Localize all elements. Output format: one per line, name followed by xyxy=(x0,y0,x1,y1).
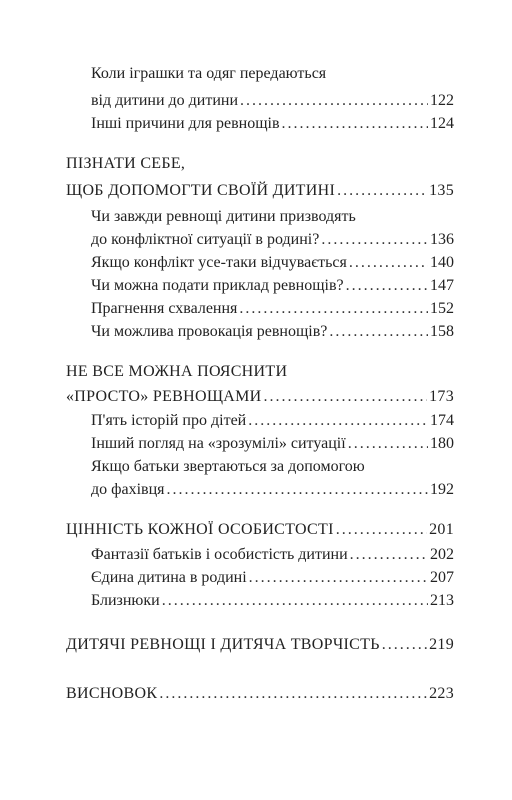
toc-entry xyxy=(91,206,356,228)
toc-page-number: 147 xyxy=(430,277,454,294)
toc-entry xyxy=(91,252,454,274)
toc-section-title xyxy=(66,683,454,705)
dot-leader xyxy=(239,298,428,320)
toc-page-number: 223 xyxy=(429,685,454,702)
toc-section-title xyxy=(66,519,454,541)
toc-entry xyxy=(91,410,454,432)
toc-page-number: 152 xyxy=(430,300,454,317)
toc-entry-text: Якщо батьки звертаються за допомогою xyxy=(91,458,365,475)
toc-section-title xyxy=(66,180,454,202)
toc-entry xyxy=(91,229,454,251)
toc-entry-text: Коли іграшки та одяг передаються xyxy=(91,65,327,82)
toc-page-number: 219 xyxy=(429,636,454,653)
dot-leader xyxy=(282,113,428,135)
toc-entry xyxy=(91,590,454,612)
toc-page-number: 136 xyxy=(430,231,454,248)
toc-page-number: 135 xyxy=(429,182,454,199)
toc-page-number: 174 xyxy=(430,412,454,429)
toc-entry-text: П'ять історій про дітей xyxy=(91,412,247,429)
toc-entry-text: від дитини до дитини xyxy=(91,92,239,109)
toc-page-number: 173 xyxy=(429,388,454,405)
toc-entry xyxy=(91,544,454,566)
toc-entry-text: до конфліктної ситуації в родині? xyxy=(91,231,320,248)
toc-entry-text: Близнюки xyxy=(91,592,160,609)
dot-leader xyxy=(162,590,428,612)
toc-entry-text: Прагнення схвалення xyxy=(91,300,238,317)
toc-page-number: 158 xyxy=(430,323,454,340)
toc-section-text: ВИСНОВОК xyxy=(66,685,158,702)
toc-entry xyxy=(91,90,454,112)
toc-section-text: ЩОБ ДОПОМОГТИ СВОЇЙ ДИТИНІ xyxy=(66,182,336,199)
dot-leader xyxy=(264,386,428,408)
toc-section-title xyxy=(66,361,287,383)
toc-section-title xyxy=(66,153,185,175)
toc-page-number: 124 xyxy=(430,115,454,132)
toc-page-number: 201 xyxy=(429,521,454,538)
toc-section-title xyxy=(66,386,454,408)
toc-entry-text: Фантазії батьків і особистість дитини xyxy=(91,546,348,563)
toc-entry xyxy=(91,433,454,455)
toc-entry-text: Єдина дитина в родині xyxy=(91,569,247,586)
toc-entry-text: Чи можна подати приклад ревнощів? xyxy=(91,277,344,294)
toc-section-text: ДИТЯЧІ РЕВНОЩІ І ДИТЯЧА ТВОРЧІСТЬ xyxy=(66,636,380,653)
dot-leader xyxy=(382,634,427,656)
toc-entry xyxy=(91,321,454,343)
dot-leader xyxy=(248,410,428,432)
dot-leader xyxy=(349,252,428,274)
toc-entry xyxy=(91,63,326,85)
toc-entry-text: Інші причини для ревнощів xyxy=(91,115,280,132)
dot-leader xyxy=(337,180,427,202)
toc-page-number: 213 xyxy=(430,592,454,609)
toc-section-text: «ПРОСТО» РЕВНОЩАМИ xyxy=(66,388,262,405)
toc-entry xyxy=(91,456,365,478)
toc-entry-text: Чи завжди ревнощі дитини призводять xyxy=(91,208,356,225)
toc-section-text: НЕ ВСЕ МОЖНА ПОЯСНИТИ xyxy=(66,363,288,380)
toc-section-text: ПІЗНАТИ СЕБЕ, xyxy=(66,155,186,172)
toc-section-title xyxy=(66,634,454,656)
toc-entry xyxy=(91,113,454,135)
toc-page-number: 207 xyxy=(430,569,454,586)
dot-leader xyxy=(321,229,428,251)
dot-leader xyxy=(159,683,427,705)
toc-entry-text: Інший погляд на «зрозумілі» ситуації xyxy=(91,435,346,452)
dot-leader xyxy=(350,544,428,566)
toc-page-number: 180 xyxy=(430,435,454,452)
dot-leader xyxy=(348,433,428,455)
toc-entry xyxy=(91,298,454,320)
dot-leader xyxy=(240,90,428,112)
dot-leader xyxy=(167,479,428,501)
dot-leader xyxy=(249,567,428,589)
toc-page-number: 202 xyxy=(430,546,454,563)
toc-page-number: 140 xyxy=(430,254,454,271)
dot-leader xyxy=(329,321,428,343)
toc-page-number: 192 xyxy=(430,481,454,498)
toc-entry-text: Чи можлива провокація ревнощів? xyxy=(91,323,328,340)
toc-page-number: 122 xyxy=(430,92,454,109)
dot-leader xyxy=(346,275,428,297)
toc-entry-text: Якщо конфлікт усе-таки відчувається xyxy=(91,254,347,271)
dot-leader xyxy=(336,519,427,541)
toc-entry-text: до фахівця xyxy=(91,481,165,498)
toc-entry xyxy=(91,275,454,297)
toc-entry xyxy=(91,567,454,589)
toc-entry xyxy=(91,479,454,501)
toc-section-text: ЦІННІСТЬ КОЖНОЇ ОСОБИСТОСТІ xyxy=(66,521,334,538)
